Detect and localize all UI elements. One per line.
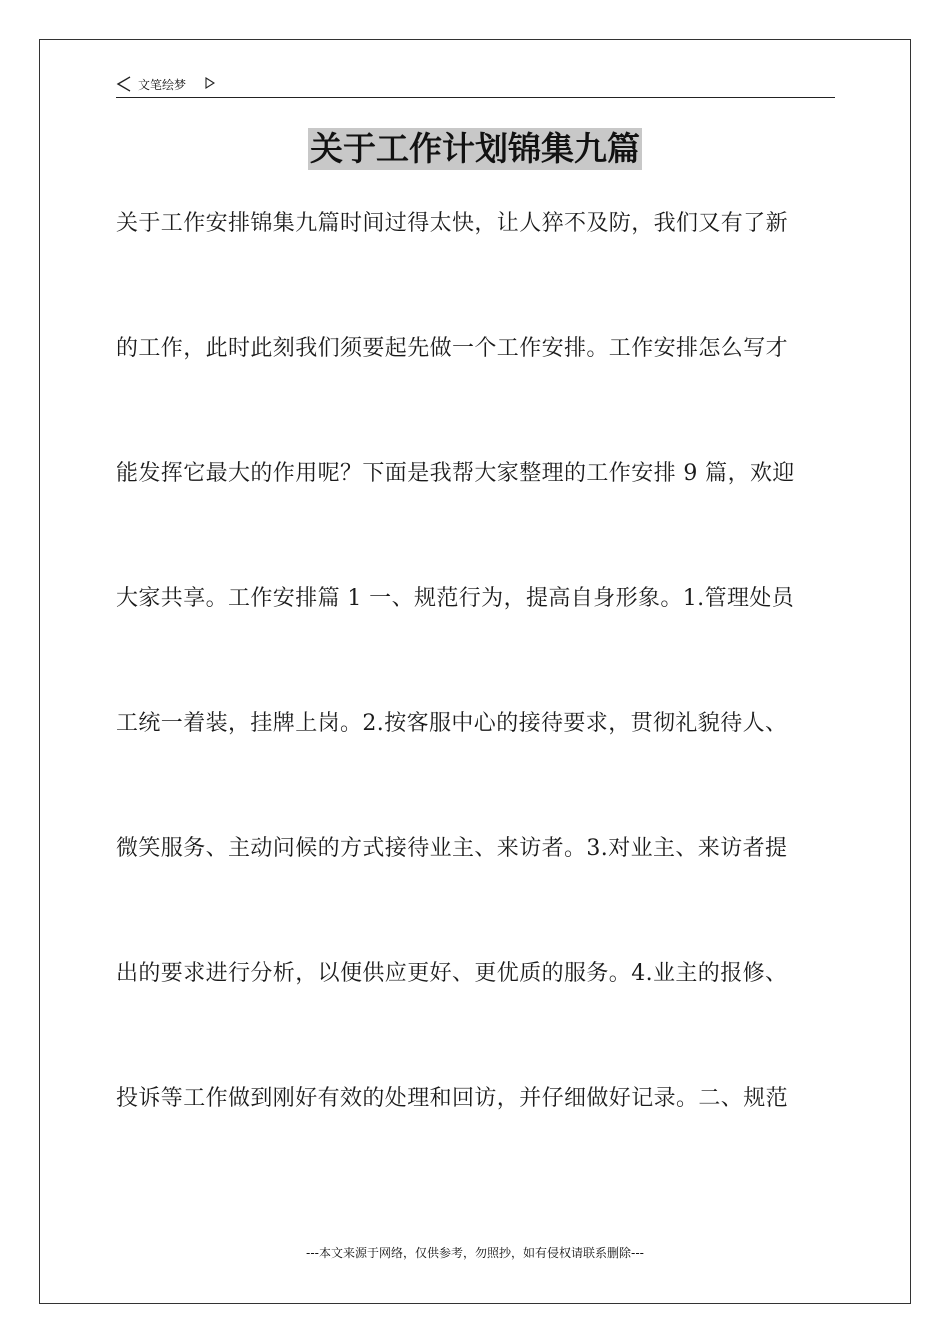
document-title: 关于工作计划锦集九篇 <box>310 129 640 168</box>
page-footer: ---本文来源于网络，仅供参考，勿照抄，如有侵权请联系删除--- <box>306 1246 644 1260</box>
body-line: 大家共享。工作安排篇 1 一、规范行为，提高自身形象。1.管理处员 <box>116 586 795 611</box>
page-header <box>116 74 835 98</box>
right-triangle-icon <box>205 77 215 89</box>
document-body <box>116 203 836 1203</box>
title-wrap <box>0 128 950 170</box>
body-line: 能发挥它最大的作用呢？下面是我帮大家整理的工作安排 9 篇，欢迎 <box>116 461 795 486</box>
body-line: 的工作，此时此刻我们须要起先做一个工作安排。工作安排怎么写才 <box>116 336 789 361</box>
body-line: 出的要求进行分析，以便供应更好、更优质的服务。4.业主的报修、 <box>116 961 788 986</box>
left-triangle-icon <box>116 76 132 92</box>
body-line: 工统一着装，挂牌上岗。2.按客服中心的接待要求，贯彻礼貌待人、 <box>116 711 788 736</box>
header-brand: 文笔绘梦 <box>138 78 187 92</box>
body-line: 微笑服务、主动问候的方式接待业主、来访者。3.对业主、来访者提 <box>116 836 788 861</box>
body-line: 投诉等工作做到刚好有效的处理和回访，并仔细做好记录。二、规范 <box>116 1086 789 1111</box>
body-line: 关于工作安排锦集九篇时间过得太快，让人猝不及防，我们又有了新 <box>116 211 789 236</box>
